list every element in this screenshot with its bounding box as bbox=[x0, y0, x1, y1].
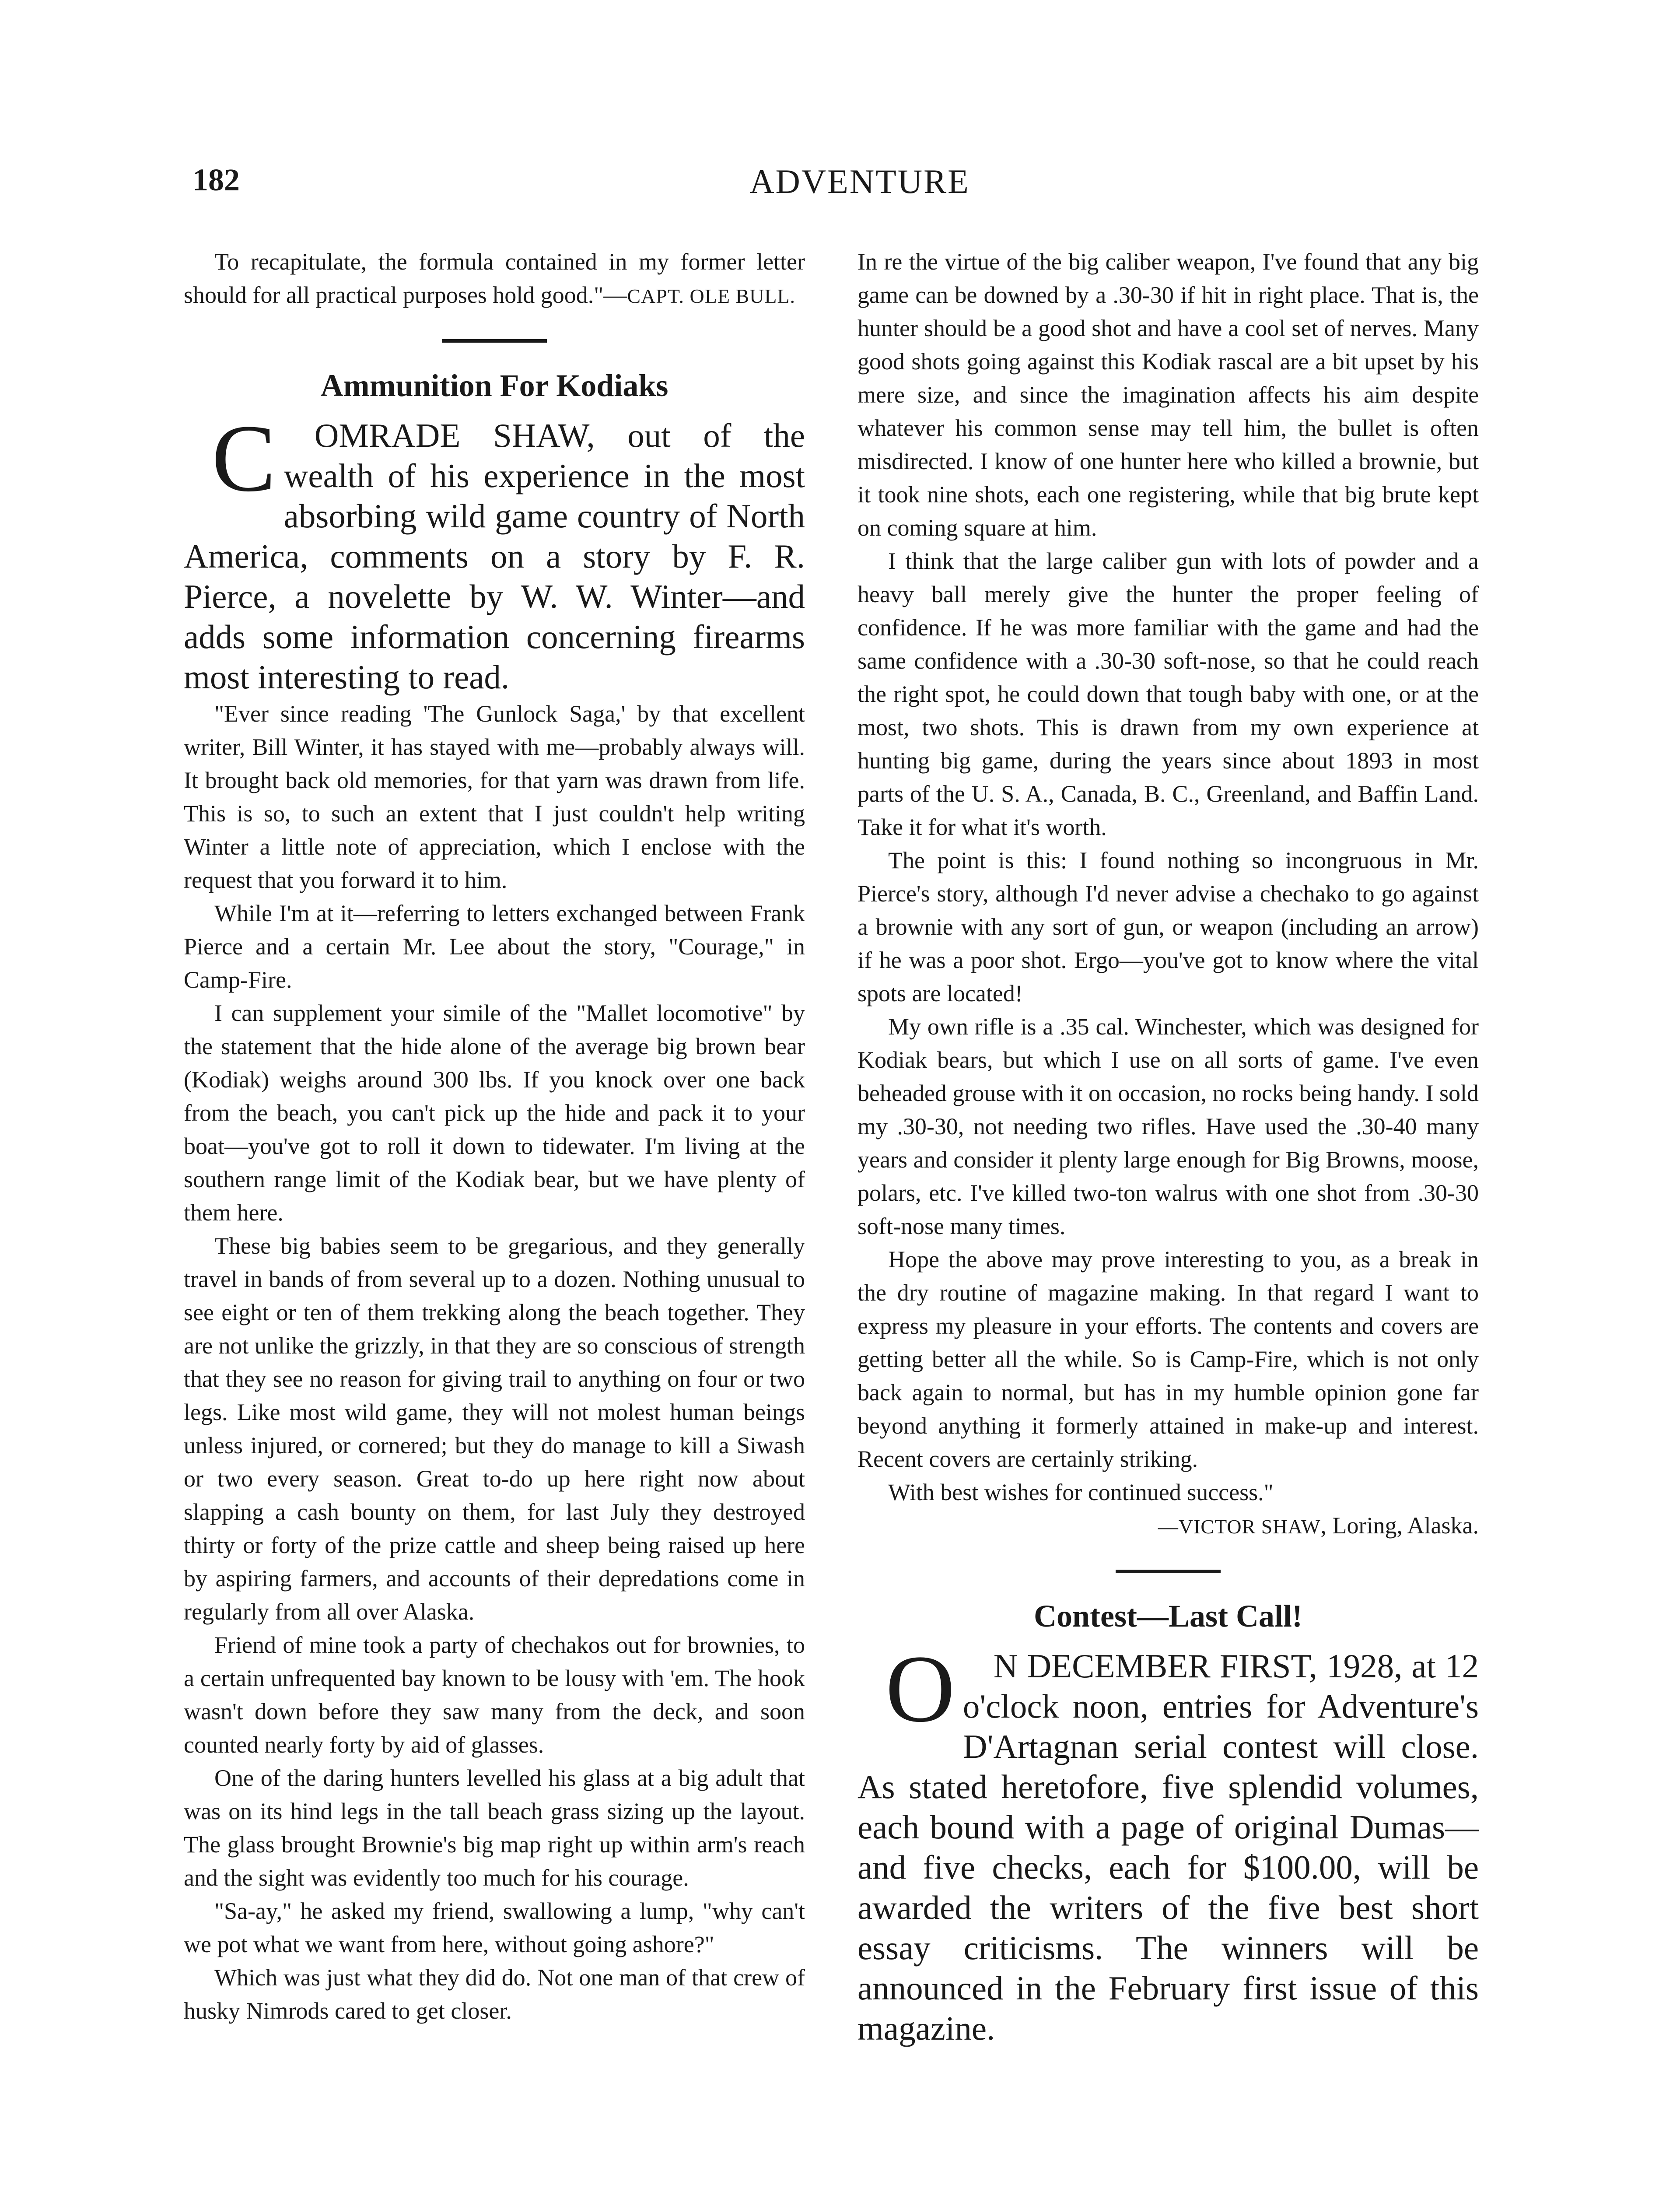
body-paragraph: I can supplement your simile of the "Mallet locomotive" by the statement that the hide alone of the average big brown bear (Kodiak) weighs around 300 lbs. If you knock over one back from the beach, you can't pick up the hide and pack it to your boat—you've got to roll it down to tidewater. I'm living at the southern range limit of the Kodiak bear, but we have plenty of them here. bbox=[184, 1000, 805, 1226]
page-header bbox=[192, 162, 1527, 210]
body-paragraph: The point is this: I found nothing so incongruous in Mr. Pierce's story, although I'd never advise a chechako to go against a brownie with any sort of gun, or weapon (including an arrow) if he was a poor shot. Ergo—you've got to know where the vital spots are located! bbox=[858, 847, 1479, 1006]
dropcap-o: O bbox=[886, 1635, 955, 1742]
section-divider bbox=[1116, 1570, 1221, 1573]
letter-signature bbox=[858, 1509, 1479, 1543]
section-title-kodiaks: Ammunition For Kodiaks bbox=[320, 368, 668, 403]
right-column bbox=[858, 245, 1479, 2048]
intro-signature: CAPT. OLE BULL. bbox=[627, 285, 796, 307]
intro-paragraph bbox=[184, 245, 805, 313]
left-column bbox=[184, 245, 805, 2027]
body-paragraph: These big babies seem to be gregarious, and they generally travel in bands of from several up to a dozen. Nothing unusual to see eight or ten of them trekking along the beach together. They are not unlike the grizzly, in that they are so conscious of strength that they see no reason for giving trail to anything on four or two legs. Like most wild game, they will not molest human beings unless injured, or cornered; but they do manage to kill a Siwash or two every season. Great to-do up here right now about slapping a cash bounty on them, for last July they destroyed thirty or forty of the prize cattle and sheep being raised up here by aspiring farmers, and accounts of their depredations come in regularly from all over Alaska. bbox=[184, 1233, 805, 1625]
body-paragraph: Hope the above may prove interesting to you, as a break in the dry routine of magazine making. In that regard I want to express my pleasure in your efforts. The contents and covers are getting better all the while. So is Camp-Fire, which is not only back again to normal, but has in my humble opinion gone far beyond anything it formerly attained in make-up and interest. Recent covers are certainly striking. bbox=[858, 1246, 1479, 1472]
body-paragraph: "Ever since reading 'The Gunlock Saga,' by that excellent writer, Bill Winter, it has stayed with me—probably always will. It brought back old memories, for that yarn was drawn from life. This is so, to such an extent that I just couldn't help writing Winter a little note of appreciation, which I enclose with the request that you forward it to him. bbox=[184, 701, 805, 893]
running-head: ADVENTURE bbox=[749, 162, 970, 200]
signature-name: —VICTOR SHAW bbox=[1158, 1515, 1321, 1538]
lead-paragraph-kodiaks bbox=[184, 405, 805, 697]
body-paragraph: One of the daring hunters levelled his glass at a big adult that was on its hind legs in the tall beach grass sizing up the layout. The glass brought Brownie's big map right up within arm's reach and the sight was evidently too much for his courage. bbox=[184, 1765, 805, 1891]
lead-paragraph-contest bbox=[858, 1635, 1479, 2048]
signature-place: , Loring, Alaska. bbox=[1320, 1512, 1479, 1539]
intro-text: To recapitulate, the formula contained in my former letter should for all practical purposes hold good."— bbox=[184, 249, 805, 308]
body-paragraph: I think that the large caliber gun with lots of powder and a heavy ball merely give the hunter the proper feeling of confidence. If he was more familiar with the game and had the same confidence with a .30-30 soft-nose, so that he could reach the right spot, he could down that tough baby with one, or at the most, two shots. This is drawn from my own experience at hunting big game, during the years since about 1893 in most parts of the U. S. A., Canada, B. C., Greenland, and Baffin Land. Take it for what it's worth. bbox=[858, 548, 1479, 840]
lead-text-contest: N DECEMBER FIRST, 1928, at 12 o'clock noon, entries for Adventure's D'Artagnan serial contest will close. As stated heretofore, five splendid volumes, each bound with a page of original Dumas—and five checks, each for $100.00, will be awarded the writers of the five best short essay criticisms. The winners will be announced in the February first issue of this magazine. bbox=[858, 1647, 1479, 2047]
body-paragraph: My own rifle is a .35 cal. Winchester, which was designed for Kodiak bears, but which I use on all sorts of game. I've even beheaded grouse with it on occasion, no rocks being handy. I sold my .30-30, not needing two rifles. Have used the .30-40 many years and consider it plenty large enough for Big Browns, moose, polars, etc. I've killed two-ton walrus with one shot from .30-30 soft-nose many times. bbox=[858, 1013, 1479, 1239]
body-paragraph: Friend of mine took a party of chechakos out for brownies, to a certain unfrequented bay known to be lousy with 'em. The hook wasn't down before they saw many from the deck, and soon counted nearly forty by aid of glasses. bbox=[184, 1632, 805, 1758]
body-paragraph: With best wishes for continued success." bbox=[888, 1479, 1274, 1505]
body-paragraph: While I'm at it—referring to letters exchanged between Frank Pierce and a certain Mr. Lee about the story, "Courage," in Camp-Fire. bbox=[184, 900, 805, 993]
body-paragraph: "Sa-ay," he asked my friend, swallowing a lump, "why can't we pot what we want from here, without going ashore?" bbox=[184, 1898, 805, 1957]
page-number: 182 bbox=[192, 162, 240, 197]
body-paragraph: Which was just what they did do. Not one man of that crew of husky Nimrods cared to get closer. bbox=[184, 1964, 805, 2024]
dropcap-c: C bbox=[212, 405, 276, 512]
lead-text-kodiaks: OMRADE SHAW, out of the wealth of his experience in the most absorbing wild game country of North America, comments on a story by F. R. Pierce, a novelette by W. W. Winter—and adds some information concerning firearms most interesting to read. bbox=[184, 417, 805, 696]
section-divider bbox=[442, 339, 547, 343]
body-paragraph: In re the virtue of the big caliber weapon, I've found that any big game can be downed by a .30-30 if hit in right place. That is, the hunter should be a good shot and have a cool set of nerves. Many good shots going against this Kodiak rascal are a bit upset by his mere size, and since the imagination affects his aim despite whatever his common sense may tell him, the bullet is often misdirected. I know of one hunter here who killed a brownie, but it took nine shots, each one registering, while that big brute kept on coming square at him. bbox=[858, 249, 1479, 541]
section-title-contest: Contest—Last Call! bbox=[1034, 1599, 1302, 1634]
